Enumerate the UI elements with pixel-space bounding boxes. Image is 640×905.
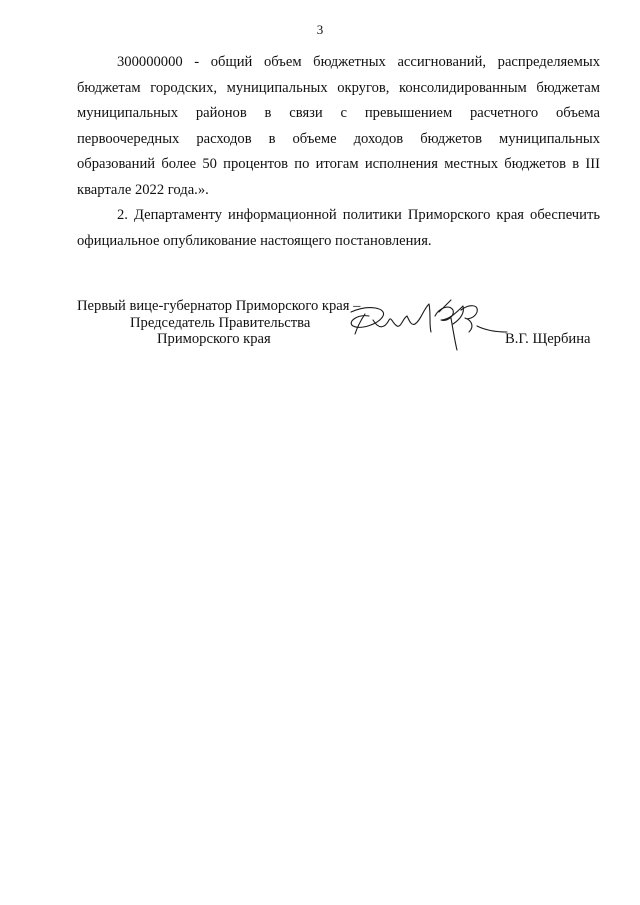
signature-block (77, 298, 607, 368)
signatory-title-line-3: Приморского края (157, 331, 271, 347)
document-body (77, 50, 600, 254)
paragraph-formula-explanation: 300000000 - общий объем бюджетных ассигнований, распределяемых бюджетам городских, муниципальных округов, консолидированным бюджетам муниципальных районов в связи с превышением расчетного объема первоочередных расходов в объеме доходов бюджетов муниципальных образований более 50 процентов по итогам исполнения местных бюджетов в III квартале 2022 года.». (77, 54, 600, 198)
page-number: 3 (316, 22, 324, 37)
signatory-title-line-1: Первый вице-губернатор Приморского края – (77, 298, 361, 314)
paragraph-publication-order: 2. Департаменту информационной политики Приморского края обеспечить официальное опубликование настоящего постановления. (77, 207, 600, 249)
signatory-name: В.Г. Щербина (505, 331, 591, 347)
handwritten-signature (339, 290, 509, 360)
signatory-title-line-2: Председатель Правительства (130, 314, 311, 331)
